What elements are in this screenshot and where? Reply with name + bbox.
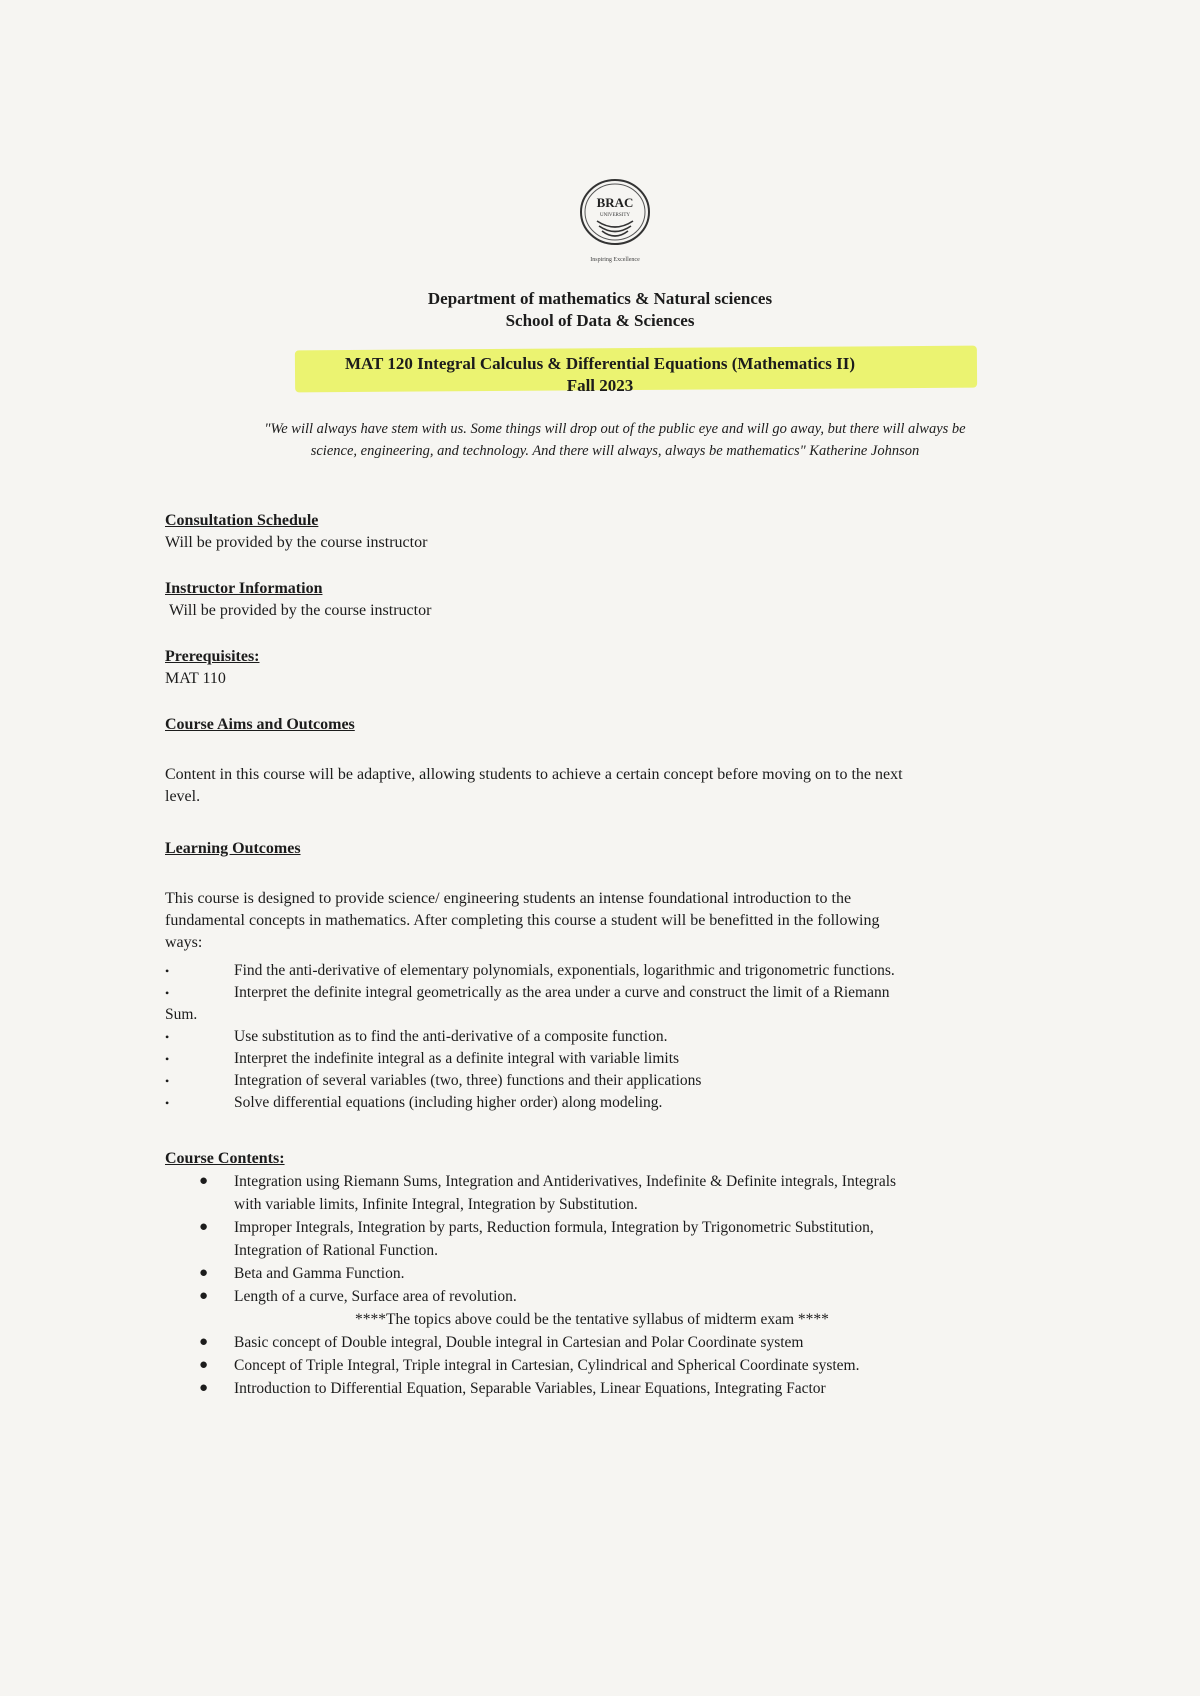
content-line: Beta and Gamma Function. xyxy=(234,1265,405,1282)
outcome-text: Use substitution as to find the anti-derivative of a composite function. xyxy=(234,1028,668,1045)
bullet-marker: • xyxy=(165,986,170,1000)
content-line: Introduction to Differential Equation, Separable Variables, Linear Equations, Integrating Factor xyxy=(234,1380,826,1397)
list-item xyxy=(165,1170,1065,1216)
list-item xyxy=(165,1377,1065,1400)
content-line: Basic concept of Double integral, Double integral in Cartesian and Polar Coordinate system xyxy=(234,1334,804,1351)
bullet-marker: ● xyxy=(199,1380,209,1396)
bullet-marker: • xyxy=(165,1096,170,1110)
katherine-johnson-quote xyxy=(185,418,1045,462)
learning-outcomes-section xyxy=(165,838,1065,954)
instructor-section xyxy=(165,578,1065,622)
bullet-marker: • xyxy=(165,1074,170,1088)
list-item xyxy=(165,1331,1065,1354)
prerequisites-text: MAT 110 xyxy=(165,670,226,687)
list-item xyxy=(165,1048,1065,1070)
list-item xyxy=(165,1216,1065,1262)
list-item xyxy=(165,1070,1065,1092)
bullet-marker: ● xyxy=(199,1288,209,1304)
course-contents-list xyxy=(165,1170,1065,1400)
bullet-marker: • xyxy=(165,964,170,978)
prerequisites-section xyxy=(165,646,1065,690)
learning-outcomes-heading: Learning Outcomes xyxy=(165,840,301,857)
bullet-marker: ● xyxy=(199,1357,209,1373)
bullet-marker: ● xyxy=(199,1219,209,1235)
department-name: Department of mathematics & Natural sciences xyxy=(427,289,773,308)
learning-intro-line-1: This course is designed to provide science/ engineering students an intense foundational introduction to the xyxy=(165,890,852,907)
content-line: Concept of Triple Integral, Triple integral in Cartesian, Cylindrical and Spherical Coordinate system. xyxy=(234,1357,860,1374)
bullet-marker: ● xyxy=(199,1173,209,1189)
list-item xyxy=(165,982,1065,1004)
course-aims-line-1: Content in this course will be adaptive, allowing students to achieve a certain concept before moving on to the next xyxy=(165,766,903,783)
learning-outcomes-list xyxy=(165,960,1065,1114)
outcome-text: Solve differential equations (including higher order) along modeling. xyxy=(234,1094,663,1111)
course-title-block xyxy=(0,353,1200,397)
outcome-text: Find the anti-derivative of elementary polynomials, exponentials, logarithmic and trigonometric functions. xyxy=(234,962,895,979)
list-item xyxy=(165,1262,1065,1285)
list-item xyxy=(165,1354,1065,1377)
content-line: Length of a curve, Surface area of revolution. xyxy=(234,1288,517,1305)
content-line: Integration using Riemann Sums, Integration and Antiderivatives, Indefinite & Definite integrals, Integrals xyxy=(234,1173,897,1190)
learning-intro-line-3: ways: xyxy=(165,934,203,951)
logo-subtext: UNIVERSITY xyxy=(600,213,630,218)
quote-line-2: science, engineering, and technology. And there will always, always be mathematics" Katherine Johnson xyxy=(310,443,920,459)
outcome-continuation: Sum. xyxy=(165,1006,198,1023)
logo-tagline: Inspiring Excellence xyxy=(590,257,640,263)
list-item xyxy=(165,1092,1065,1114)
quote-line-1: "We will always have stem with us. Some things will drop out of the public eye and will go away, but there will always be xyxy=(264,421,966,437)
bullet-marker: • xyxy=(165,1030,170,1044)
course-aims-line-2: level. xyxy=(165,788,201,805)
midterm-syllabus-note: ****The topics above could be the tentative syllabus of midterm exam **** xyxy=(355,1311,829,1328)
department-block xyxy=(0,288,1200,332)
school-name: School of Data & Sciences xyxy=(505,311,695,330)
instructor-text: Will be provided by the course instructor xyxy=(169,602,432,619)
course-aims-section xyxy=(165,714,1065,808)
outcome-text: Interpret the indefinite integral as a definite integral with variable limits xyxy=(234,1050,680,1067)
course-title: MAT 120 Integral Calculus & Differential Equations (Mathematics II) xyxy=(345,354,855,373)
brac-logo-emblem xyxy=(573,175,657,265)
prerequisites-heading: Prerequisites: xyxy=(165,648,260,665)
consultation-text: Will be provided by the course instructor xyxy=(165,534,428,551)
course-contents-section xyxy=(165,1148,1065,1170)
list-item xyxy=(165,1026,1065,1048)
bullet-marker: ● xyxy=(199,1265,209,1281)
content-line: Improper Integrals, Integration by parts, Reduction formula, Integration by Trigonometric Substitution, xyxy=(234,1219,874,1236)
consultation-section xyxy=(165,510,1065,554)
content-line: with variable limits, Infinite Integral, Integration by Substitution. xyxy=(234,1196,638,1213)
course-contents-heading: Course Contents: xyxy=(165,1150,285,1167)
course-aims-heading: Course Aims and Outcomes xyxy=(165,716,355,733)
bullet-marker: ● xyxy=(199,1334,209,1350)
list-item xyxy=(165,1285,1065,1308)
list-item xyxy=(165,960,1065,982)
learning-intro-line-2: fundamental concepts in mathematics. After completing this course a student will be benefitted in the following xyxy=(165,912,880,929)
consultation-heading: Consultation Schedule xyxy=(165,512,319,529)
logo-text: BRAC xyxy=(596,195,634,210)
content-line: Integration of Rational Function. xyxy=(234,1242,439,1259)
brac-university-logo xyxy=(573,175,657,265)
outcome-text: Interpret the definite integral geometrically as the area under a curve and construct the limit of a Riemann xyxy=(234,984,890,1001)
outcome-text: Integration of several variables (two, three) functions and their applications xyxy=(234,1072,702,1089)
bullet-marker: • xyxy=(165,1052,170,1066)
semester: Fall 2023 xyxy=(566,376,634,395)
instructor-heading: Instructor Information xyxy=(165,580,323,597)
